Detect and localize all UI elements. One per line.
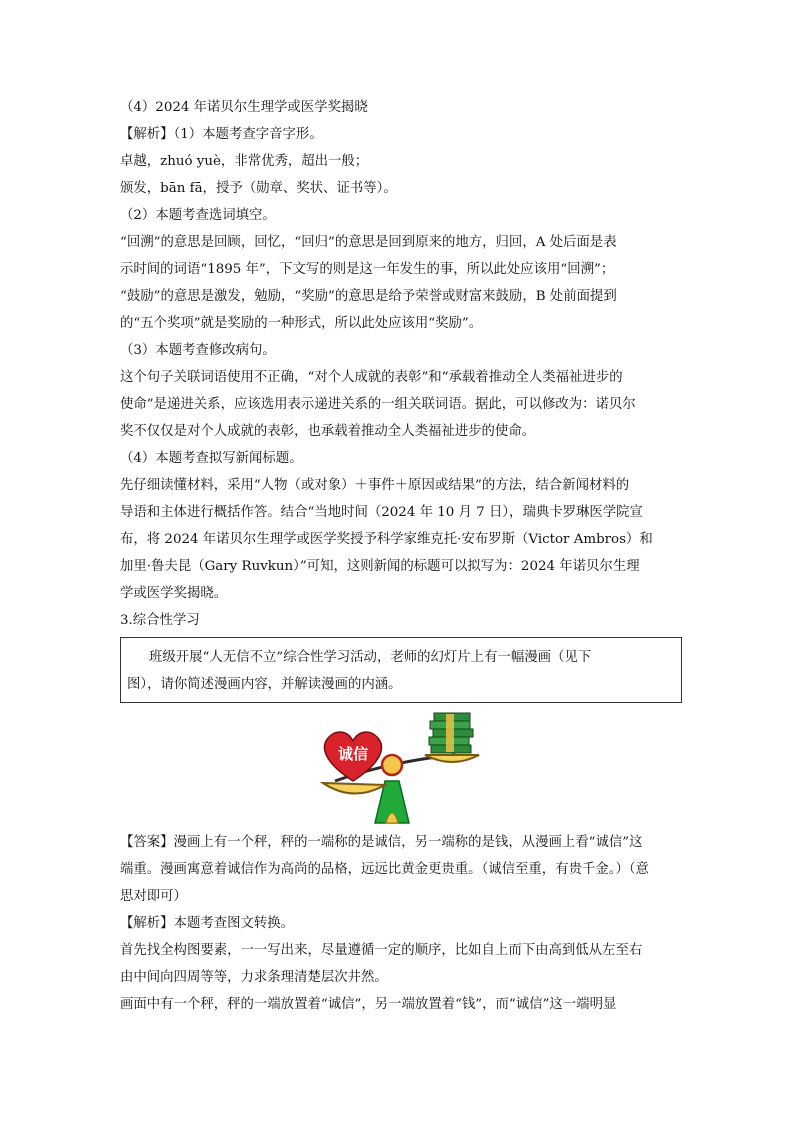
- balance-scale-cartoon: [315, 711, 485, 826]
- question-box: [120, 637, 682, 703]
- text-line: （4）本题考查拟写新闻标题。: [120, 451, 303, 466]
- text-line: （3）本题考查修改病句。: [120, 343, 276, 358]
- text-line: 学或医学奖揭晓。: [120, 586, 228, 601]
- bottom-text-block: [120, 829, 680, 1018]
- text-line: 加里·鲁夫昆（Gary Ruvkun）”可知，这则新闻的标题可以拟写为：2024 年诺贝尔生理: [120, 559, 640, 574]
- heart-label: 诚信: [337, 745, 369, 763]
- money-stack-icon: [429, 713, 473, 753]
- text-line: 【解析】本题考查图文转换。: [120, 916, 295, 931]
- text-line: 卓越，zhuó yuè，非常优秀，超出一般；: [120, 154, 369, 169]
- text-line: 奖不仅仅是对个人成就的表彰，也承载着推动全人类福祉进步的使命。: [120, 424, 536, 439]
- text-line: “鼓励”的意思是激发，勉励，“奖励”的意思是给予荣誉或财富来鼓励，B 处前面提到: [120, 289, 617, 304]
- text-line: 先仔细读懂材料，采用“人物（或对象）＋事件＋原因或结果”的方法，结合新闻材料的: [120, 478, 630, 493]
- text-line: 由中间向四周等等，力求条理清楚层次井然。: [120, 970, 388, 985]
- text-line: 首先找全构图要素，一一写出来，尽量遵循一定的顺序，比如自上而下由高到低从左至右: [120, 943, 643, 958]
- text-line: （4）2024 年诺贝尔生理学或医学奖揭晓: [120, 100, 368, 115]
- text-line: （2）本题考查选词填空。: [120, 208, 276, 223]
- text-line: 这个句子关联词语使用不正确，“对个人成就的表彰”和“承载着推动全人类福祉进步的: [120, 370, 623, 385]
- text-line: 布，将 2024 年诺贝尔生理学或医学奖授予科学家维克托·安布罗斯（Victor Ambros）和: [120, 532, 653, 547]
- top-text-block: [120, 94, 680, 634]
- right-pan-icon: [425, 755, 479, 762]
- text-line: “回溯”的意思是回顾，回忆，“回归”的意思是回到原来的地方，归回，A 处后面是表: [120, 235, 617, 250]
- text-line: 【答案】漫画上有一个秤，秤的一端称的是诚信，另一端称的是钱，从漫画上看“诚信”这: [120, 835, 643, 850]
- text-line: 颁发，bān fā，授予（勋章、奖状、证书等）。: [120, 181, 397, 196]
- section-heading: 3.综合性学习: [120, 613, 200, 628]
- text-line: 的“五个奖项”就是奖励的一种形式，所以此处应该用“奖励”。: [120, 316, 483, 331]
- cartoon-figure: [120, 711, 680, 829]
- text-line: 画面中有一个秤，秤的一端放置着“诚信”，另一端放置着“钱”，而“诚信”这一端明显: [120, 997, 617, 1012]
- text-line: 使命”是递进关系，应该选用表示递进关系的一组关联词语。据此，可以修改为：诺贝尔: [120, 397, 636, 412]
- question-line: 图），请你简述漫画内容，并解读漫画的内涵。: [127, 677, 402, 692]
- text-line: 端重。漫画寓意着诚信作为高尚的品格，远远比黄金更贵重。（诚信至重，有贵千金。）（意: [120, 862, 649, 877]
- left-pan-icon: [323, 783, 385, 794]
- text-line: 思对即可）: [120, 889, 187, 904]
- text-line: 【解析】（1）本题考查字音字形。: [120, 127, 323, 142]
- document-page: [120, 94, 680, 1018]
- question-line: 班级开展“人无信不立”综合性学习活动，老师的幻灯片上有一幅漫画（见下: [149, 650, 592, 665]
- text-line: 示时间的词语“1895 年”，下文写的则是这一年发生的事，所以此处应该用“回溯”；: [120, 262, 615, 277]
- scale-pivot-icon: [382, 755, 402, 775]
- text-line: 导语和主体进行概括作答。结合“当地时间（2024 年 10 月 7 日），瑞典卡罗琳医学院宣: [120, 505, 643, 520]
